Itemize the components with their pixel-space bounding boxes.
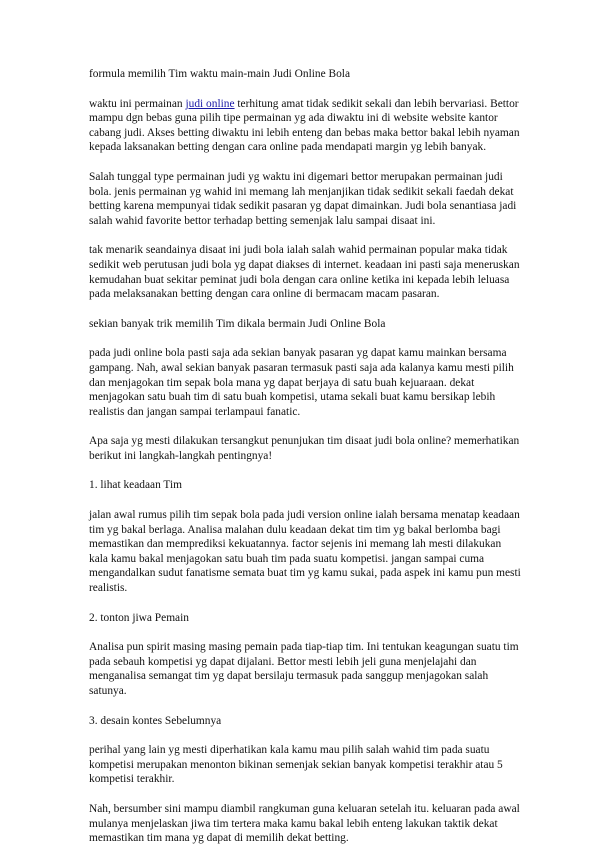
- judi-online-link[interactable]: judi online: [185, 97, 235, 110]
- paragraph-judi-bola: Salah tunggal type permainan judi yg waktu ini digemari bettor merupakan permainan judi bola. jenis permainan yg wahid ini memang lah menjanjikan tidak sedikit sekali faedah dekat betting karena mempunyai tidak sedikit pasaran yg dapat dimainkan. Judi bola senantiasa jadi salah wahid favorite bettor terhadap betting semenjak lalu sampai disaat ini.: [89, 170, 517, 227]
- closing-paragraph: Nah, bersumber sini mampu diambil rangkuman guna keluaran setelah itu. keluaran pada awal mulanya menjelaskan jiwa tim tertera maka kamu bakal lebih enteng lakukan taktik dekat memastikan tim mana yg dapat di memilih dekat betting.: [89, 802, 520, 845]
- document-page: [89, 67, 521, 861]
- section-heading-tips: sekian banyak trik memilih Tim dikala bermain Judi Online Bola: [89, 317, 386, 330]
- step-2-title: 2. tonton jiwa Pemain: [89, 611, 189, 624]
- intro-text-after-link: terhitung amat tidak sedikit sekali dan lebih bervariasi. Bettor mampu dgn bebas guna pilih tipe permainan yg ada diwaktu ini di website website kantor cabang judi. Akses betting diwaktu ini lebih enteng dan bebas maka bettor bakal lebih nyaman kepada laksanakan betting dengan cara online pada mendapati margin yg lebih banyak.: [89, 97, 520, 154]
- paragraph-question: Apa saja yg mesti dilakukan tersangkut penunjukan tim disaat judi bola online? memerhatikan berikut ini langkah-langkah pentingnya!: [89, 435, 520, 462]
- paragraph-pasaran: pada judi online bola pasti saja ada sekian banyak pasaran yg dapat kamu mainkan bersama gampang. Nah, awal sekian banyak pasaran termasuk pasti saja ada kalanya kamu mesti pilih dan menjagokan tim sepak bola mana yg dapat berjaya di satu buah kejuaraan. dekat menjagokan satu buah tim di satu buah kompetisi, utama sekali buat kamu bersikap lebih realistis dan jangan sampai terlampaui fanatic.: [89, 347, 514, 418]
- intro-paragraph: [89, 97, 521, 155]
- step-1-text: jalan awal rumus pilih tim sepak bola pada judi version online ialah bersama menatap keadaan tim yg bakal berlaga. Analisa malahan dulu keadaan dekat tim tim yg bakal berlomba bagi memastikan dan memprediksi kekuatannya. factor sejenis ini memang lah mesti dilakukan kala kamu bakal menjagokan satu buah tim pada suatu kompetisi. jangan sampai cuma mengandalkan sudut fanatisme semata buat tim yg kamu sukai, pada aspek ini kamu pun mesti realistis.: [89, 509, 521, 595]
- paragraph-popularity: tak menarik seandainya disaat ini judi bola ialah salah wahid permainan popular maka tidak sedikit web perutusan judi bola yg dapat diakses di internet. keadaan ini pasti saja meneruskan kemudahan buat sekitar peminat judi bola dengan cara online ketika ini kepada lebih leluasa pada melaksanakan betting dengan cara online di bermacam macam pasaran.: [89, 244, 520, 301]
- document-title: formula memilih Tim waktu main-main Judi Online Bola: [89, 68, 351, 80]
- step-3-text: perihal yang lain yg mesti diperhatikan kala kamu mau pilih salah wahid tim pada suatu kompetisi merupakan menonton bikinan semenjak sekian banyak kompetisi terakhir atau 5 kompetisi terakhir.: [89, 744, 503, 786]
- intro-text-before-link: waktu ini permainan: [89, 97, 186, 110]
- step-2-text: Analisa pun spirit masing masing pemain pada tiap-tiap tim. Ini tentukan keagungan suatu tim pada sebauh kompetisi yg dapat dijalani. Bettor mesti lebih jeli guna menjelajahi dan menganalisa semangat tim yg dapat bersilaju termasuk pada sanggup menjagokan salah satunya.: [89, 641, 519, 697]
- step-3-title: 3. desain kontes Sebelumnya: [89, 714, 222, 727]
- step-1-title: 1. lihat keadaan Tim: [89, 479, 183, 492]
